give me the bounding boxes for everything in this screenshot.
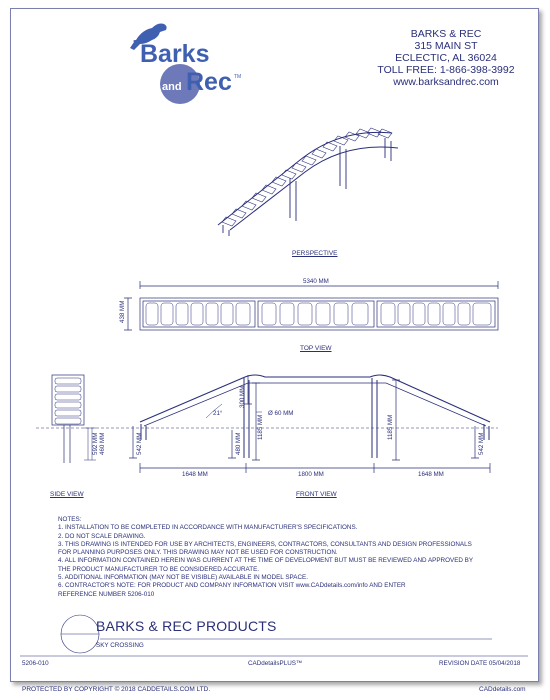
dim-post-dia: Ø 60 MM xyxy=(268,410,294,417)
dim-span-center: 1800 MM xyxy=(298,471,324,478)
dim-height-right: 1185 MM xyxy=(387,414,394,440)
top-view xyxy=(124,281,498,330)
front-view xyxy=(129,375,490,473)
note-line: REFERENCE NUMBER 5206-010 xyxy=(58,590,155,598)
dim-side-592: 592 MM xyxy=(92,432,99,455)
dim-top-offset: 300 MM xyxy=(239,385,246,408)
note-line: 2. DO NOT SCALE DRAWING. xyxy=(58,532,146,540)
company-city: ECLECTIC, AL 36024 xyxy=(395,52,497,64)
dim-post-right: 542 MM xyxy=(478,432,485,455)
note-line: 4. ALL INFORMATION CONTAINED HEREIN WAS CURRENT AT THE TIME OF DEVELOPMENT BUT MUST BE REVIEWED AND APPROVED BY xyxy=(58,557,474,565)
dim-side-460: 460 MM xyxy=(99,432,106,455)
dim-post-left: 480 MM xyxy=(235,432,242,455)
title-block-lines xyxy=(0,600,550,680)
dim-overall-length: 5340 MM xyxy=(303,278,329,285)
label-top-view: TOP VIEW xyxy=(300,345,332,352)
note-line: THE PRODUCT MANUFACTURER TO BE CONSIDERED ACCURATE. xyxy=(58,565,260,573)
dim-angle: 21° xyxy=(213,410,223,417)
footer-revision: REVISION DATE 05/04/2018 xyxy=(439,660,521,667)
footer-center: CADdetailsPLUS™ xyxy=(248,660,303,667)
side-view xyxy=(52,375,84,463)
perspective-view xyxy=(218,128,398,236)
company-street: 315 MAIN ST xyxy=(414,40,478,52)
dim-span-right: 1648 MM xyxy=(418,471,444,478)
notes-heading: NOTES: xyxy=(58,516,82,523)
note-line: 3. THIS DRAWING IS INTENDED FOR USE BY ARCHITECTS, ENGINEERS, CONTRACTORS, CONSULTANTS AND DESIGN PROFESSIONALS xyxy=(58,540,472,548)
notes-block xyxy=(58,516,498,599)
dim-width: 438 MM xyxy=(119,300,126,323)
logo-tm: TM xyxy=(234,74,242,80)
dim-end-left: 542 MM xyxy=(136,432,143,455)
label-perspective: PERSPECTIVE xyxy=(292,250,338,257)
footer-copyright: PROTECTED BY COPYRIGHT © 2018 CADDETAILS.COM LTD. xyxy=(22,686,211,693)
logo-word-rec: Rec xyxy=(186,68,232,96)
label-front-view: FRONT VIEW xyxy=(296,491,337,498)
company-website[interactable]: www.barksandrec.com xyxy=(393,76,499,88)
logo-word-and: and xyxy=(162,81,182,93)
product-name: SKY CROSSING xyxy=(96,642,144,649)
dim-height-center: 1185 MM xyxy=(257,414,264,440)
product-family: BARKS & REC PRODUCTS xyxy=(96,618,277,634)
label-side-view: SIDE VIEW xyxy=(50,491,84,498)
company-name: BARKS & REC xyxy=(410,28,482,40)
note-line: FOR PLANNING PURPOSES ONLY. THIS DRAWING MAY NOT BE USED FOR CONSTRUCTION. xyxy=(58,549,338,557)
logo-word-barks: Barks xyxy=(140,40,210,68)
note-line: 5. ADDITIONAL INFORMATION (MAY NOT BE VISIBLE) AVAILABLE IN MODEL SPACE. xyxy=(58,574,308,582)
company-phone: TOLL FREE: 1-866-398-3992 xyxy=(377,64,515,76)
note-line: 6. CONTRACTOR'S NOTE: FOR PRODUCT AND COMPANY INFORMATION VISIT www.CADdetails.com/info AND ENTER xyxy=(58,582,406,590)
footer-ref: 5206-010 xyxy=(22,660,49,667)
note-line: 1. INSTALLATION TO BE COMPLETED IN ACCORDANCE WITH MANUFACTURER'S SPECIFICATIONS. xyxy=(58,524,358,532)
footer-brand[interactable]: CADdetails.com xyxy=(479,686,526,693)
dim-span-left: 1648 MM xyxy=(182,471,208,478)
